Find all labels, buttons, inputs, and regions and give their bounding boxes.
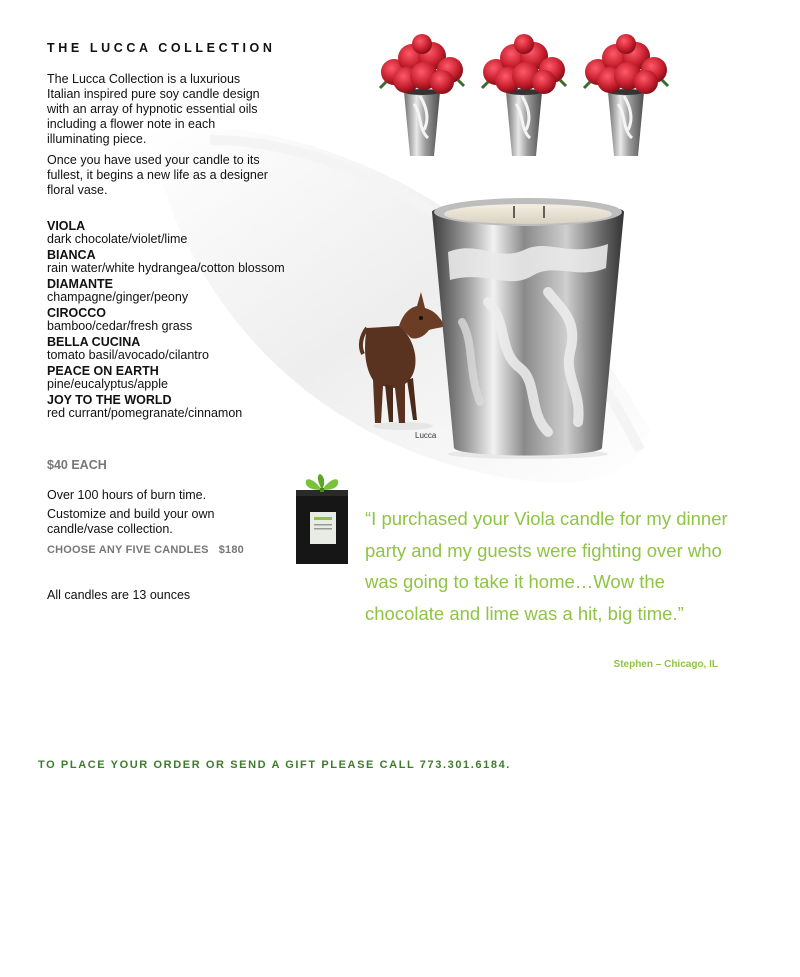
candle-name: BIANCA bbox=[47, 248, 96, 262]
page-title: THE LUCCA COLLECTION bbox=[47, 41, 276, 55]
candle-scent: champagne/ginger/peony bbox=[47, 289, 189, 304]
candle-scent: red currant/pomegranate/cinnamon bbox=[47, 405, 243, 420]
testimonial-quote: “I purchased your Viola candle for my dinner party and my guests were fighting over who was going to take it home…Wow the chocolate and lime was a hit, big time.” bbox=[365, 508, 728, 624]
candle-scent: bamboo/cedar/fresh grass bbox=[47, 318, 193, 333]
rose-vase-icon bbox=[584, 34, 668, 156]
ounces-note: All candles are 13 ounces bbox=[47, 588, 191, 602]
list-item bbox=[47, 336, 297, 361]
candle-icon bbox=[428, 192, 628, 460]
list-item bbox=[47, 220, 297, 245]
reuse-paragraph: Once you have used your candle to its fullest, it begins a new life as a designer floral vase. bbox=[47, 153, 268, 197]
photo-caption: Lucca bbox=[415, 431, 437, 440]
candle-scent: rain water/white hydrangea/cotton blossom bbox=[47, 260, 285, 275]
candle-name: PEACE ON EARTH bbox=[47, 364, 159, 378]
gift-box-icon bbox=[292, 472, 352, 568]
price-each: $40 EACH bbox=[47, 458, 107, 472]
candle-name: BELLA CUCINA bbox=[47, 335, 141, 349]
choose-price: $180 bbox=[218, 544, 244, 556]
candle-name: JOY TO THE WORLD bbox=[47, 393, 172, 407]
customize-text: Customize and build your own candle/vase collection. bbox=[47, 507, 215, 536]
candle-scent: tomato basil/avocado/cilantro bbox=[47, 347, 209, 362]
testimonial-attribution: Stephen – Chicago, IL bbox=[613, 659, 718, 670]
burn-time: Over 100 hours of burn time. bbox=[47, 488, 207, 502]
rose-vases-image bbox=[372, 34, 682, 162]
candle-name: DIAMANTE bbox=[47, 277, 113, 291]
list-item bbox=[47, 278, 297, 303]
list-item bbox=[47, 249, 297, 274]
choose-label: CHOOSE ANY FIVE CANDLES bbox=[47, 544, 209, 556]
intro-paragraph: The Lucca Collection is a luxurious Italian inspired pure soy candle design with an array of hypnotic essential oils including a flower note in each illuminating piece. bbox=[47, 72, 260, 146]
candle-scent: dark chocolate/violet/lime bbox=[47, 231, 188, 246]
list-item bbox=[47, 307, 297, 332]
candle-scent: pine/eucalyptus/apple bbox=[47, 376, 168, 391]
rose-vase-icon bbox=[482, 34, 566, 156]
list-item bbox=[47, 394, 297, 419]
candle-name: VIOLA bbox=[47, 219, 86, 233]
candle-name: CIROCCO bbox=[47, 306, 107, 320]
list-item bbox=[47, 365, 297, 390]
choose-five-offer bbox=[47, 544, 244, 556]
candle-list bbox=[47, 220, 297, 423]
order-phone-line: TO PLACE YOUR ORDER OR SEND A GIFT PLEASE CALL 773.301.6184. bbox=[38, 759, 511, 771]
rose-vase-icon bbox=[380, 34, 464, 156]
